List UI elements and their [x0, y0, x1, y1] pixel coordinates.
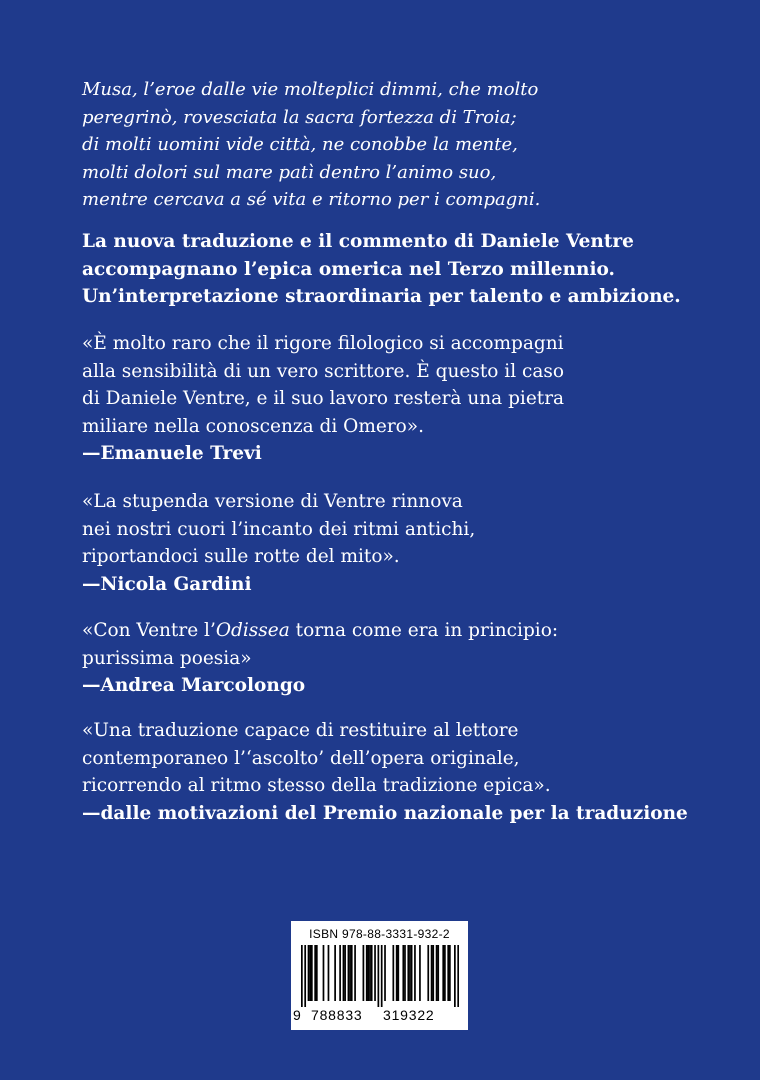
barcode-bar — [411, 945, 413, 1001]
barcode-bar — [328, 945, 330, 1001]
quote-gardini — [82, 488, 702, 598]
ean-left-group: 788833 — [311, 1007, 363, 1023]
quote-line: purissima poesia» — [82, 647, 252, 669]
quote-line: nei nostri cuori l’incanto dei ritmi antichi, — [82, 518, 476, 540]
barcode-bar — [414, 945, 416, 1001]
isbn-label: ISBN 978-88-3331-932-2 — [309, 927, 450, 941]
barcode-bar — [316, 945, 318, 1001]
barcode-bar — [427, 945, 429, 1001]
barcode-bar — [374, 945, 376, 1001]
barcode-guard-bar — [457, 945, 459, 1007]
barcode-bar — [354, 945, 356, 1001]
barcode-bar — [368, 945, 370, 1001]
verse-line: mentre cercava a sé vita e ritorno per i compagni. — [82, 189, 541, 210]
quote-author: —Nicola Gardini — [82, 573, 252, 595]
barcode-bar — [444, 945, 446, 1001]
barcode-bar — [348, 945, 350, 1001]
barcode-bar — [432, 945, 434, 1001]
barcode-bars — [301, 945, 459, 1007]
quote-text: «Con Ventre l’ — [82, 620, 216, 641]
quote-text: torna come era in principio: — [289, 620, 559, 641]
quote-author: —Andrea Marcolongo — [82, 675, 306, 696]
ean-right-group: 319322 — [383, 1007, 435, 1023]
barcode-bar — [447, 945, 449, 1001]
barcode-bar — [397, 945, 399, 1001]
barcode-bar — [371, 945, 373, 1001]
barcode-bar — [339, 945, 341, 1001]
blurb-line: Un’interpretazione straordinaria per talento e ambizione. — [82, 286, 681, 307]
barcode-bar — [314, 945, 316, 1001]
quote-premio — [82, 717, 702, 827]
opening-verse — [82, 76, 702, 214]
quote-marcolongo — [82, 617, 702, 700]
barcode-guard-bar — [301, 945, 303, 1007]
quote-line: «Una traduzione capace di restituire al lettore — [82, 720, 519, 741]
isbn-barcode — [291, 921, 468, 1030]
barcode-bar — [404, 945, 406, 1001]
blurb-line: La nuova traduzione e il commento di Daniele Ventre — [82, 231, 634, 252]
quote-line: «È molto raro che il rigore filologico si accompagni — [82, 333, 564, 354]
blurb — [82, 228, 702, 311]
barcode-bar — [409, 945, 411, 1001]
verse-line: peregrinò, rovesciata la sacra fortezza di Troia; — [82, 106, 517, 128]
barcode-bar — [436, 945, 438, 1001]
quote-line: «La stupenda versione di Ventre rinnova — [82, 491, 463, 512]
book-title: Odissea — [215, 620, 290, 641]
verse-line: molti dolori sul mare patì dentro l’animo suo, — [82, 161, 497, 183]
barcode-bar — [366, 945, 368, 1001]
barcode-bar — [308, 945, 310, 1001]
quote-line: alla sensibilità di un vero scrittore. È questo il caso — [82, 360, 565, 382]
quote-line: riportandoci sulle rotte del mito». — [82, 546, 400, 567]
barcode-bar — [334, 945, 336, 1001]
barcode-bar — [323, 945, 325, 1001]
barcode-bar — [343, 945, 345, 1001]
barcode-bar — [437, 945, 439, 1001]
ean-first-digit: 9 — [293, 1007, 302, 1023]
barcode-guard-bar — [381, 945, 383, 1007]
barcode-guard-bar — [378, 945, 380, 1007]
quote-line: di Daniele Ventre, e il suo lavoro resterà una pietra — [82, 388, 565, 409]
barcode-bar — [407, 945, 409, 1001]
barcode-guard-bar — [454, 945, 456, 1007]
barcode-bar — [369, 945, 371, 1001]
barcode-bar — [384, 945, 386, 1001]
quote-line — [82, 617, 702, 645]
barcode-bar — [363, 945, 365, 1001]
barcode-bar — [309, 945, 311, 1001]
quote-line: ricorrendo al ritmo stesso della tradizione epica». — [82, 775, 551, 796]
verse-line: di molti uomini vide città, ne conobbe la mente, — [82, 134, 518, 155]
blurb-line: accompagnano l’epica omerica nel Terzo millennio. — [82, 258, 615, 280]
quote-trevi — [82, 330, 702, 468]
barcode-bar — [311, 945, 313, 1001]
barcode-bar — [349, 945, 351, 1001]
barcode-bar — [431, 945, 433, 1001]
verse-line: Musa, l’eroe dalle vie molteplici dimmi, che molto — [82, 79, 539, 100]
barcode-bar — [392, 945, 394, 1001]
quote-line: contemporaneo l’‘ascolto’ dell’opera originale, — [82, 747, 520, 769]
quote-author: —Emanuele Trevi — [82, 443, 262, 464]
quote-line: miliare nella conoscenza di Omero». — [82, 415, 425, 437]
barcode-bar — [402, 945, 404, 1001]
barcode-bar — [351, 945, 353, 1001]
barcode-bar — [419, 945, 421, 1001]
barcode-guard-bar — [304, 945, 306, 1007]
quote-author: —dalle motivazioni del Premio nazionale per la traduzione — [82, 802, 688, 824]
barcode-bar — [396, 945, 398, 1001]
barcode-bar — [442, 945, 444, 1001]
barcode-bar — [344, 945, 346, 1001]
barcode-bar — [449, 945, 451, 1001]
